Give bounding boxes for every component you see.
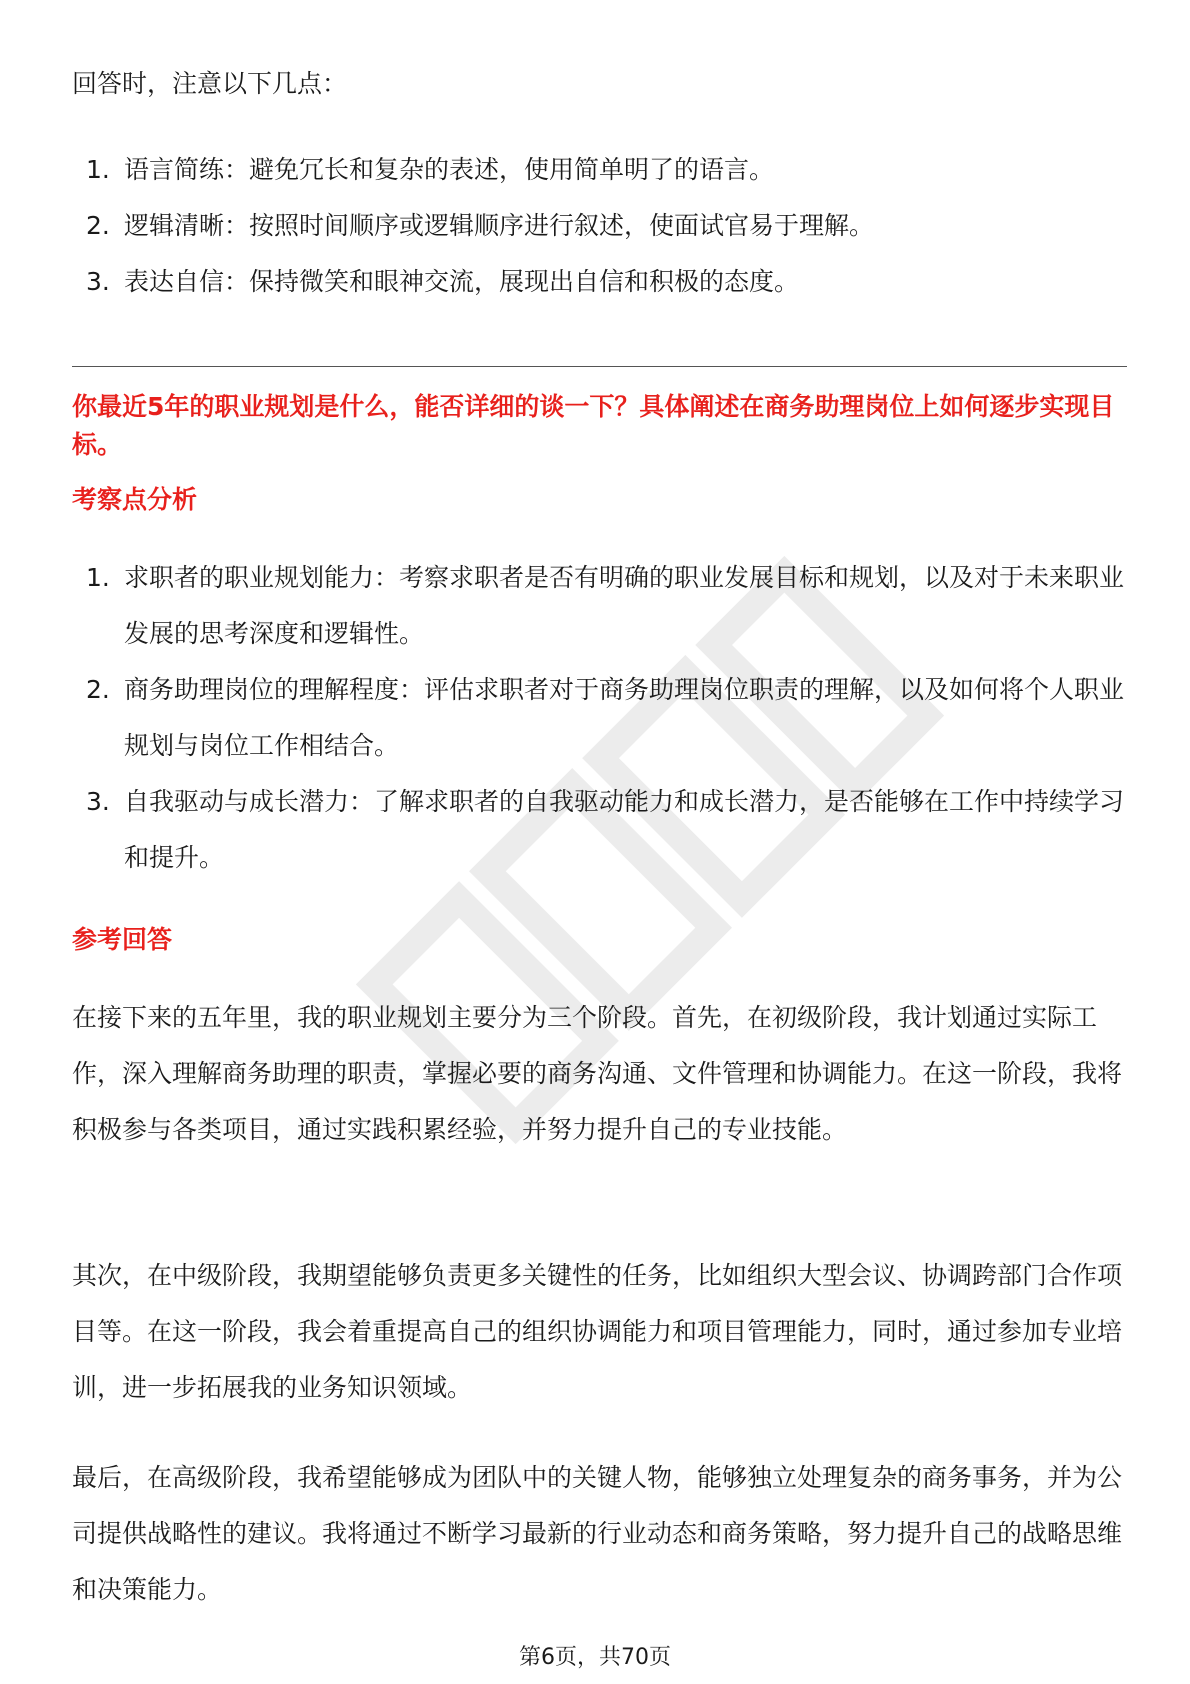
list-item-text: 逻辑清晰：按照时间顺序或逻辑顺序进行叙述，使面试官易于理解。 <box>124 211 875 240</box>
list-number: 3. <box>86 267 110 296</box>
answer-paragraph: 在接下来的五年里，我的职业规划主要分为三个阶段。首先，在初级阶段，我计划通过实际工作，深入理解商务助理的职责，掌握必要的商务沟通、文件管理和协调能力。在这一阶段，我将积极参与各类项目，通过实践积累经验，并努力提升自己的专业技能。 <box>72 1003 1123 1144</box>
answer-heading: 参考回答 <box>72 925 173 954</box>
list-item <box>72 254 1127 310</box>
intro-text: 回答时，注意以下几点： <box>72 69 348 98</box>
list-number: 1. <box>86 155 110 184</box>
list-item <box>72 662 1127 774</box>
analysis-heading: 考察点分析 <box>72 485 198 514</box>
list-item-text: 商务助理岗位的理解程度：评估求职者对于商务助理岗位职责的理解，以及如何将个人职业规划与岗位工作相结合。 <box>124 675 1125 760</box>
tips-list <box>72 142 1127 310</box>
list-number: 3. <box>86 787 110 816</box>
list-number: 1. <box>86 563 110 592</box>
list-item <box>72 142 1127 198</box>
answer-paragraph: 最后，在高级阶段，我希望能够成为团队中的关键人物，能够独立处理复杂的商务事务，并为公司提供战略性的建议。我将通过不断学习最新的行业动态和商务策略，努力提升自己的战略思维和决策能力。 <box>72 1463 1123 1604</box>
list-item <box>72 198 1127 254</box>
list-number: 2. <box>86 675 110 704</box>
question-title: 你最近5年的职业规划是什么，能否详细的谈一下？具体阐述在商务助理岗位上如何逐步实现目标。 <box>72 392 1115 459</box>
page-number-footer: 第6页，共70页 <box>519 1645 671 1670</box>
list-item-text: 求职者的职业规划能力：考察求职者是否有明确的职业发展目标和规划，以及对于未来职业发展的思考深度和逻辑性。 <box>124 563 1125 648</box>
list-item <box>72 774 1127 886</box>
list-item-text: 表达自信：保持微笑和眼神交流，展现出自信和积极的态度。 <box>124 267 800 296</box>
section-divider <box>72 366 1127 367</box>
answer-paragraph: 其次，在中级阶段，我期望能够负责更多关键性的任务，比如组织大型会议、协调跨部门合作项目等。在这一阶段，我会着重提高自己的组织协调能力和项目管理能力，同时，通过参加专业培训，进一步拓展我的业务知识领域。 <box>72 1261 1123 1402</box>
analysis-list <box>72 550 1127 886</box>
list-item <box>72 550 1127 662</box>
list-number: 2. <box>86 211 110 240</box>
list-item-text: 自我驱动与成长潜力：了解求职者的自我驱动能力和成长潜力，是否能够在工作中持续学习和提升。 <box>124 787 1125 872</box>
list-item-text: 语言简练：避免冗长和复杂的表述，使用简单明了的语言。 <box>124 155 775 184</box>
